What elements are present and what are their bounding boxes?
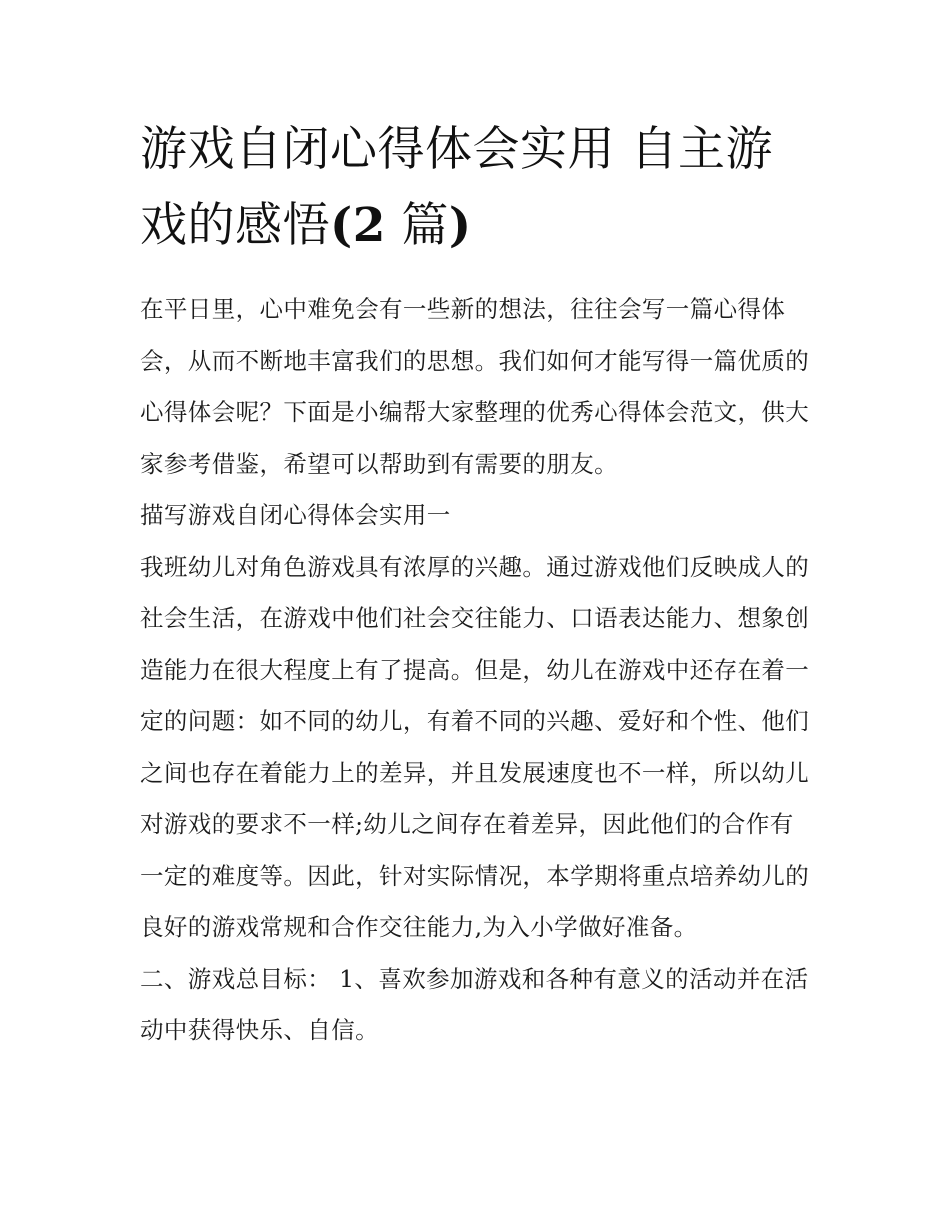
goal-paragraph: 二、游戏总目标： 1、喜欢参加游戏和各种有意义的活动并在活动中获得快乐、自信。 [140,964,809,1044]
section-heading: 描写游戏自闭心得体会实用一 [140,501,451,529]
document-title [140,112,812,264]
body-paragraph: 我班幼儿对角色游戏具有浓厚的兴趣。通过游戏他们反映成人的社会生活，在游戏中他们社会交往能力、口语表达能力、想象创造能力在很大程度上有了提高。但是，幼儿在游戏中还存在着一定的问题：如不同的幼儿，有着不同的兴趣、爱好和个性、他们之间也存在着能力上的差异，并且发展速度也不一样，所以幼儿对游戏的要求不一样;幼儿之间存在着差异，因此他们的合作有一定的难度等。因此，针对实际情况，本学期将重点培养幼儿的良好的游戏常规和合作交往能力,为入小学做好准备。 [140,552,810,941]
title-count: (2 [330,198,386,253]
title-close-paren: ) [448,198,472,253]
document-body [140,112,812,1057]
title-unit: 篇 [401,198,449,253]
intro-paragraph: 在平日里，心中难免会有一些新的想法，往往会写一篇心得体会，从而不断地丰富我们的思想。我们如何才能写得一篇优质的心得体会呢？下面是小编帮大家整理的优秀心得体会范文，供大家参考借鉴，希望可以帮助到有需要的朋友。 [140,295,810,478]
title-text: 游戏自闭心得体会实用 自主游戏的感悟 [140,122,773,253]
